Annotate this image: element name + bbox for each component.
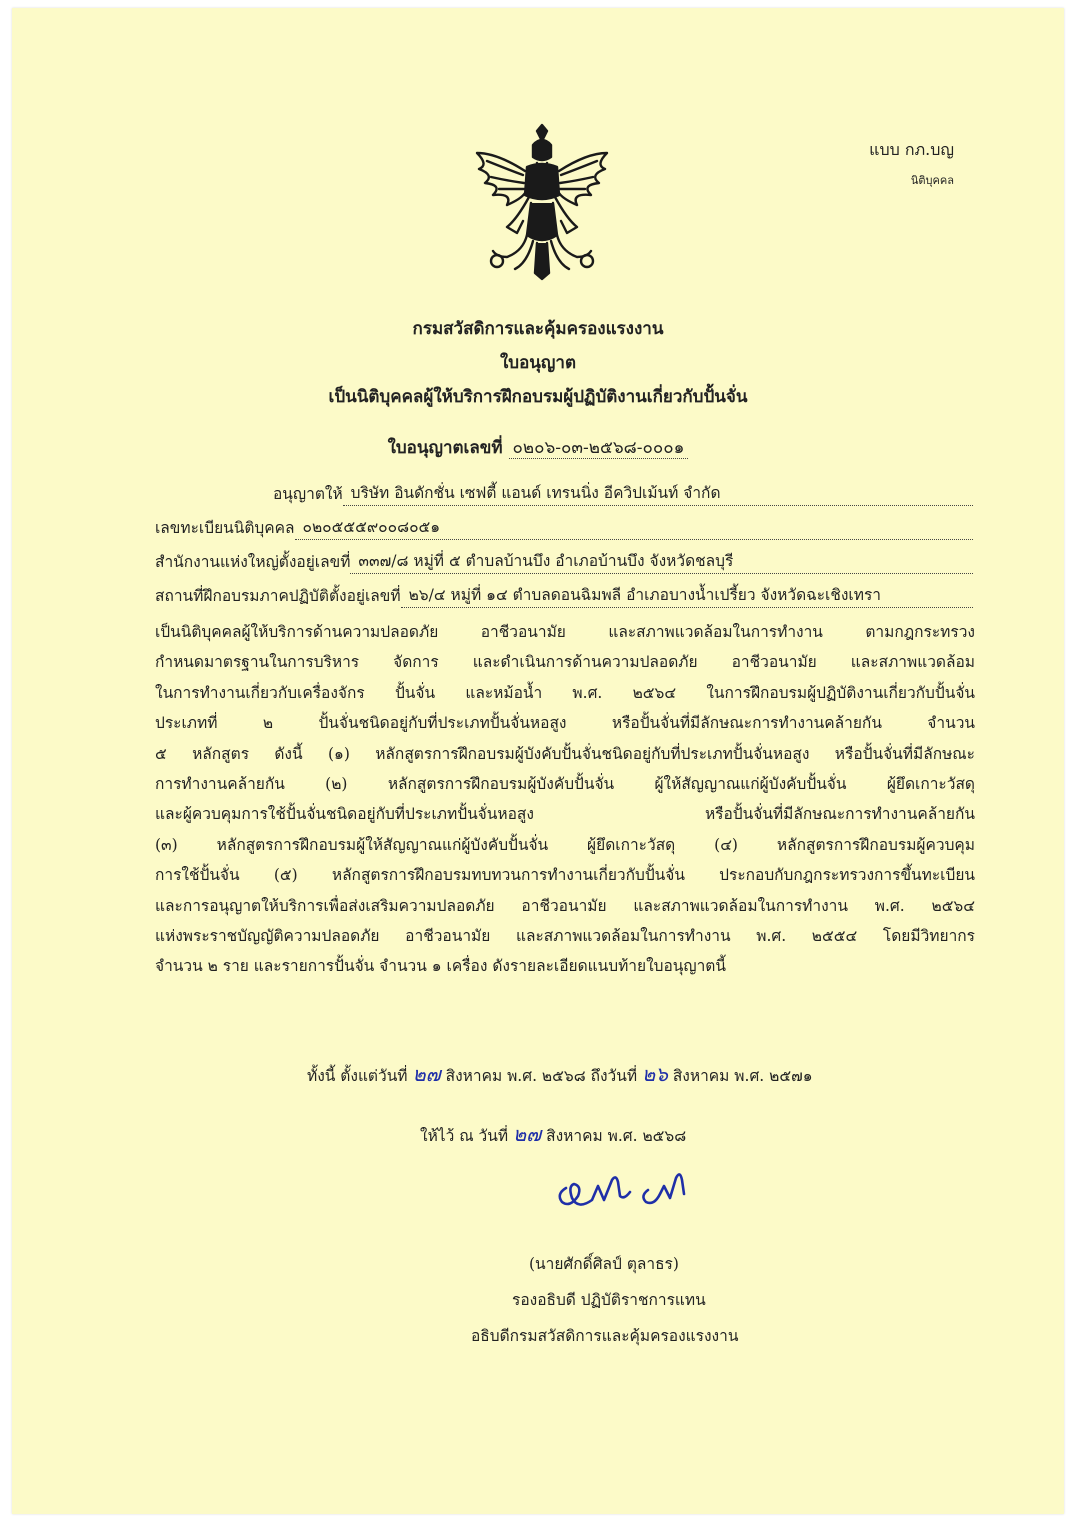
- grantee-line: [273, 480, 973, 506]
- license-document: [12, 8, 1064, 1514]
- registration-line: [155, 514, 973, 540]
- body-line: ในการทำงานเกี่ยวกับเครื่องจักร ปั้นจั่น และหม้อน้ำ พ.ศ. ๒๕๖๔ ในการฝึกอบรมผู้ปฏิบัติงานเกี่ยวกับปั้นจั่น: [155, 683, 975, 702]
- document-type: ใบอนุญาต: [500, 353, 576, 373]
- validity-period: [307, 1058, 813, 1090]
- grantee-value: บริษัท อินดักชั่น เซฟตี้ แอนด์ เทรนนิ่ง อีควิปเม้นท์ จำกัด: [343, 480, 973, 506]
- issue-rest: สิงหาคม พ.ศ. ๒๕๖๘: [546, 1127, 687, 1145]
- issue-date: [420, 1118, 686, 1150]
- document-subject: เป็นนิติบุคคลผู้ให้บริการฝึกอบรมผู้ปฏิบัติงานเกี่ยวกับปั้นจั่น: [328, 387, 748, 407]
- body-line: จำนวน ๒ ราย และรายการปั้นจั่น จำนวน ๑ เครื่อง ดังรายละเอียดแนบท้ายใบอนุญาตนี้: [155, 957, 726, 976]
- body-line: ๕ หลักสูตร ดังนี้ (๑) หลักสูตรการฝึกอบรมผู้บังคับปั้นจั่นชนิดอยู่กับที่ประเภทปั้นจั่นหอสูง หรือปั้นจั่นที่มีลักษณะ: [155, 744, 975, 763]
- issue-day: ๒๗: [512, 1122, 542, 1146]
- form-code-sub: นิติบุคคล: [910, 174, 954, 187]
- handwritten-signature: [552, 1156, 712, 1216]
- signer-name: (นายศักดิ์ศิลป์ ตุลาธร): [529, 1255, 679, 1273]
- hq-line: [155, 548, 973, 574]
- body-line: และผู้ควบคุมการใช้ปั้นจั่นชนิดอยู่กับที่ประเภทปั้นจั่นหอสูง หรือปั้นจั่นที่มีลักษณะการทำงานคล้ายกัน: [155, 805, 975, 824]
- body-line: กำหนดมาตรฐานในการบริหาร จัดการ และดำเนินการด้านความปลอดภัย อาชีวอนามัย และสภาพแวดล้อม: [155, 653, 975, 672]
- start-rest: สิงหาคม พ.ศ. ๒๕๖๘ ถึงวันที่: [445, 1067, 638, 1085]
- registration-label: เลขทะเบียนนิติบุคคล: [155, 519, 295, 537]
- body-line: และการอนุญาตให้บริการเพื่อส่งเสริมความปลอดภัย อาชีวอนามัย และสภาพแวดล้อมในการทำงาน พ.ศ. ๒๕๖๔: [155, 896, 975, 915]
- garuda-emblem: [467, 123, 617, 281]
- training-site-line: [155, 582, 973, 608]
- license-number-label: ใบอนุญาตเลขที่: [387, 438, 503, 458]
- license-number-value: ๐๒๐๖-๐๓-๒๕๖๘-๐๐๐๑: [509, 438, 689, 459]
- issue-prefix: ให้ไว้ ณ วันที่: [420, 1127, 509, 1145]
- body-line: การใช้ปั้นจั่น (๕) หลักสูตรการฝึกอบรมทบทวนการทำงานเกี่ยวกับปั้นจั่น ประกอบกับกฎกระทรวงการขึ้นทะเบียน: [155, 866, 975, 885]
- body-line: ประเภทที่ ๒ ปั้นจั่นชนิดอยู่กับที่ประเภทปั้นจั่นหอสูง หรือปั้นจั่นที่มีลักษณะการทำงานคล้ายกัน จำนวน: [155, 714, 975, 733]
- body-paragraph: [155, 617, 975, 982]
- start-day: ๒๗: [412, 1062, 441, 1086]
- license-number-line: [12, 434, 1064, 461]
- body-line: การทำงานคล้ายกัน (๒) หลักสูตรการฝึกอบรมผู้บังคับปั้นจั่น ผู้ให้สัญญาณแก่ผู้บังคับปั้นจั่น ผู้ยึดเกาะวัสดุ: [155, 775, 975, 794]
- period-prefix: ทั้งนี้ ตั้งแต่วันที่: [307, 1067, 408, 1085]
- agency-title: กรมสวัสดิการและคุ้มครองแรงงาน: [412, 319, 664, 339]
- title-block: [12, 312, 1064, 414]
- hq-label: สำนักงานแห่งใหญ่ตั้งอยู่เลขที่: [155, 553, 351, 571]
- body-line: แห่งพระราชบัญญัติความปลอดภัย อาชีวอนามัย และสภาพแวดล้อมในการทำงาน พ.ศ. ๒๕๕๔ โดยมีวิทยากร: [155, 927, 975, 946]
- training-site-address: ๒๖/๔ หมู่ที่ ๑๔ ตำบลดอนฉิมพลี อำเภอบางน้ำเปรี้ยว จังหวัดฉะเชิงเทรา: [401, 582, 973, 608]
- training-site-label: สถานที่ฝึกอบรมภาคปฏิบัติตั้งอยู่เลขที่: [155, 587, 401, 605]
- end-day: ๒๖: [642, 1062, 668, 1086]
- signer-title: อธิบดีกรมสวัสดิการและคุ้มครองแรงงาน: [471, 1327, 739, 1345]
- body-line: (๓) หลักสูตรการฝึกอบรมผู้ให้สัญญาณแก่ผู้บังคับปั้นจั่น ผู้ยึดเกาะวัสดุ (๔) หลักสูตรการฝึกอบรมผู้ควบคุม: [155, 835, 975, 854]
- signer-position: รองอธิบดี ปฏิบัติราชการแทน: [512, 1291, 706, 1309]
- registration-value: ๐๒๐๕๕๕๙๐๐๘๐๕๑: [295, 514, 974, 540]
- form-code: [869, 138, 954, 189]
- end-rest: สิงหาคม พ.ศ. ๒๕๗๑: [672, 1067, 813, 1085]
- form-code-label: แบบ กภ.บญ: [869, 140, 954, 159]
- hq-address: ๓๓๗/๘ หมู่ที่ ๕ ตำบลบ้านบึง อำเภอบ้านบึง จังหวัดชลบุรี: [350, 548, 973, 574]
- grantee-label: อนุญาตให้: [273, 485, 343, 503]
- body-line: เป็นนิติบุคคลผู้ให้บริการด้านความปลอดภัย อาชีวอนามัย และสภาพแวดล้อมในการทำงาน ตามกฎกระทรวง: [155, 623, 975, 641]
